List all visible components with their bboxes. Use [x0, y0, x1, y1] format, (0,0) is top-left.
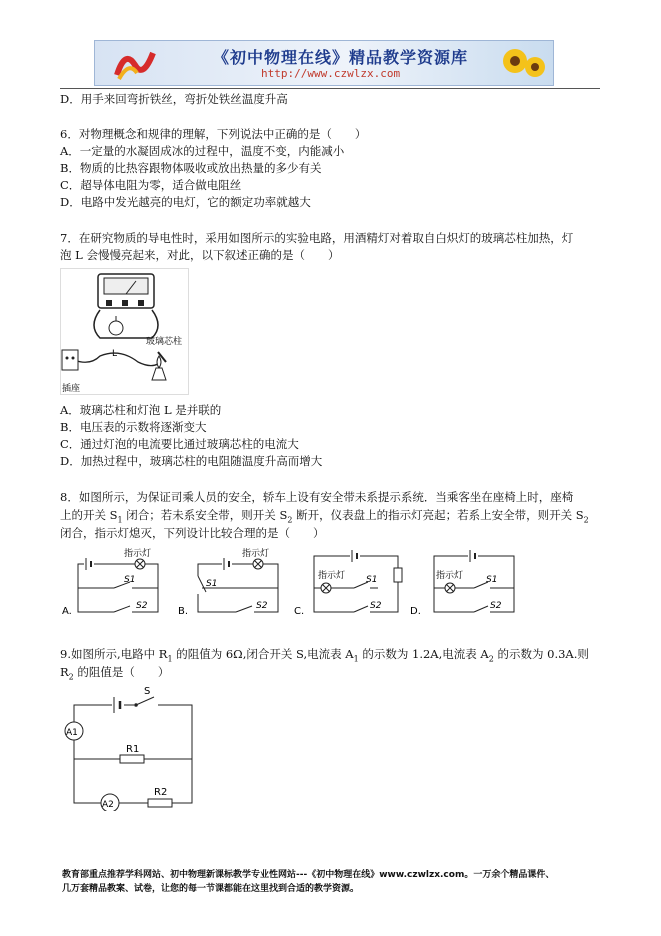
bulb-label: L — [112, 349, 118, 359]
q6-option-c: C．超导体电阻为零，适合做电阻丝 — [60, 178, 242, 192]
ammeter-a1-label: A1 — [66, 728, 78, 738]
banner-url[interactable]: http://www.czwlzx.com — [261, 67, 401, 80]
socket-icon — [62, 350, 78, 370]
choice-b-label: B. — [178, 606, 189, 616]
s1-label-d: S1 — [486, 575, 498, 585]
r1-label: R1 — [126, 744, 140, 755]
footer-line2: 几万套精品教案、试卷，让您的每一节课都能在这里找到合适的教学资源。 — [62, 884, 360, 894]
q9-stem-line1: 9.如图所示,电路中 $R_1$ 的阻值为 6Ω,闭合开关 S,电流表 $A_1$ 的示数为 1.2A,电流表 $A_2$ 的示数为 0.3A.则 — [60, 647, 589, 664]
voltmeter-icon — [98, 274, 154, 308]
alcohol-lamp-icon — [152, 352, 166, 380]
s2-label-a: S2 — [136, 601, 148, 611]
site-logo-icon — [113, 45, 157, 83]
q9-stem-line2: $R_2$ 的阻值是（ ） — [60, 665, 170, 682]
r2-label: R2 — [154, 787, 168, 798]
lamp-label-a: 指示灯 — [124, 549, 152, 559]
header-rule — [60, 88, 600, 89]
s1-label-b: S1 — [206, 579, 218, 589]
q9-circuit-figure — [60, 683, 200, 811]
q6-stem: 6．对物理概念和规律的理解，下列说法中正确的是（ ） — [60, 127, 367, 141]
q7-stem-line1: 7．在研究物质的导电性时，采用如图所示的实验电路，用酒精灯对着取自白炽灯的玻璃芯柱加热，灯 — [60, 231, 574, 245]
q7-option-d: D．加热过程中，玻璃芯柱的电阻随温度升高而增大 — [60, 454, 323, 468]
q6-option-d: D．电路中发光越亮的电灯，它的额定功率就越大 — [60, 195, 311, 209]
sunflower-icon — [499, 43, 547, 83]
q8-circuit-c — [294, 546, 406, 616]
socket-label: 插座 — [62, 384, 81, 394]
choice-a-label: A. — [62, 606, 72, 616]
q8-circuit-d — [410, 546, 520, 616]
switch-label: S — [144, 686, 151, 697]
s2-label-d: S2 — [490, 601, 502, 611]
q8-circuit-a — [62, 546, 172, 616]
q7-circuit-figure — [60, 268, 195, 398]
q7-option-c: C．通过灯泡的电流要比通过玻璃芯柱的电流大 — [60, 437, 299, 451]
q7-option-b: B．电压表的示数将逐渐变大 — [60, 420, 207, 434]
lamp-label-b: 指示灯 — [242, 549, 270, 559]
q7-option-a: A．玻璃芯柱和灯泡 L 是并联的 — [60, 403, 222, 417]
q8-stem-line3: 闭合，指示灯熄灭，下列设计比较合理的是（ ） — [60, 526, 325, 540]
q8-circuit-b — [178, 546, 288, 616]
banner-title: 《初中物理在线》精品教学资源库 — [213, 48, 469, 67]
lamp-label-d: 指示灯 — [436, 571, 464, 581]
q8-stem-line1: 8．如图所示，为保证司乘人员的安全，轿车上设有安全带未系提示系统．当乘客坐在座椅上时，座椅 — [60, 490, 574, 504]
ammeter-a2-label: A2 — [102, 800, 114, 810]
lamp-label-c: 指示灯 — [318, 571, 346, 581]
choice-c-label: C. — [294, 606, 305, 616]
q7-stem-line2: 泡 L 会慢慢亮起来，对此，以下叙述正确的是（ ） — [60, 248, 340, 262]
s2-label-b: S2 — [256, 601, 268, 611]
bulb-icon — [109, 316, 123, 335]
prev-option-d: D．用手来回弯折铁丝，弯折处铁丝温度升高 — [60, 92, 288, 106]
glass-post-label: 玻璃芯柱 — [146, 337, 183, 347]
header-banner — [94, 40, 554, 86]
q8-stem-line2: 上的开关 $S_1$ 闭合；若未系安全带，则开关 $S_2$ 断开，仪表盘上的指示灯亮起；若系上安全带，则开关 $S_2$ — [60, 508, 589, 525]
s2-label-c: S2 — [370, 601, 382, 611]
choice-d-label: D. — [410, 606, 421, 616]
footer-line1: 教育部重点推荐学科网站、初中物理新课标教学专业性网站---《初中物理在线》www.czwlzx.com。一万余个精品课件、 — [62, 870, 555, 880]
q6-option-a: A．一定量的水凝固成冰的过程中，温度不变，内能减小 — [60, 144, 345, 158]
s1-label-c: S1 — [366, 575, 378, 585]
q6-option-b: B．物质的比热容跟物体吸收或放出热量的多少有关 — [60, 161, 322, 175]
s1-label-a: S1 — [124, 575, 136, 585]
